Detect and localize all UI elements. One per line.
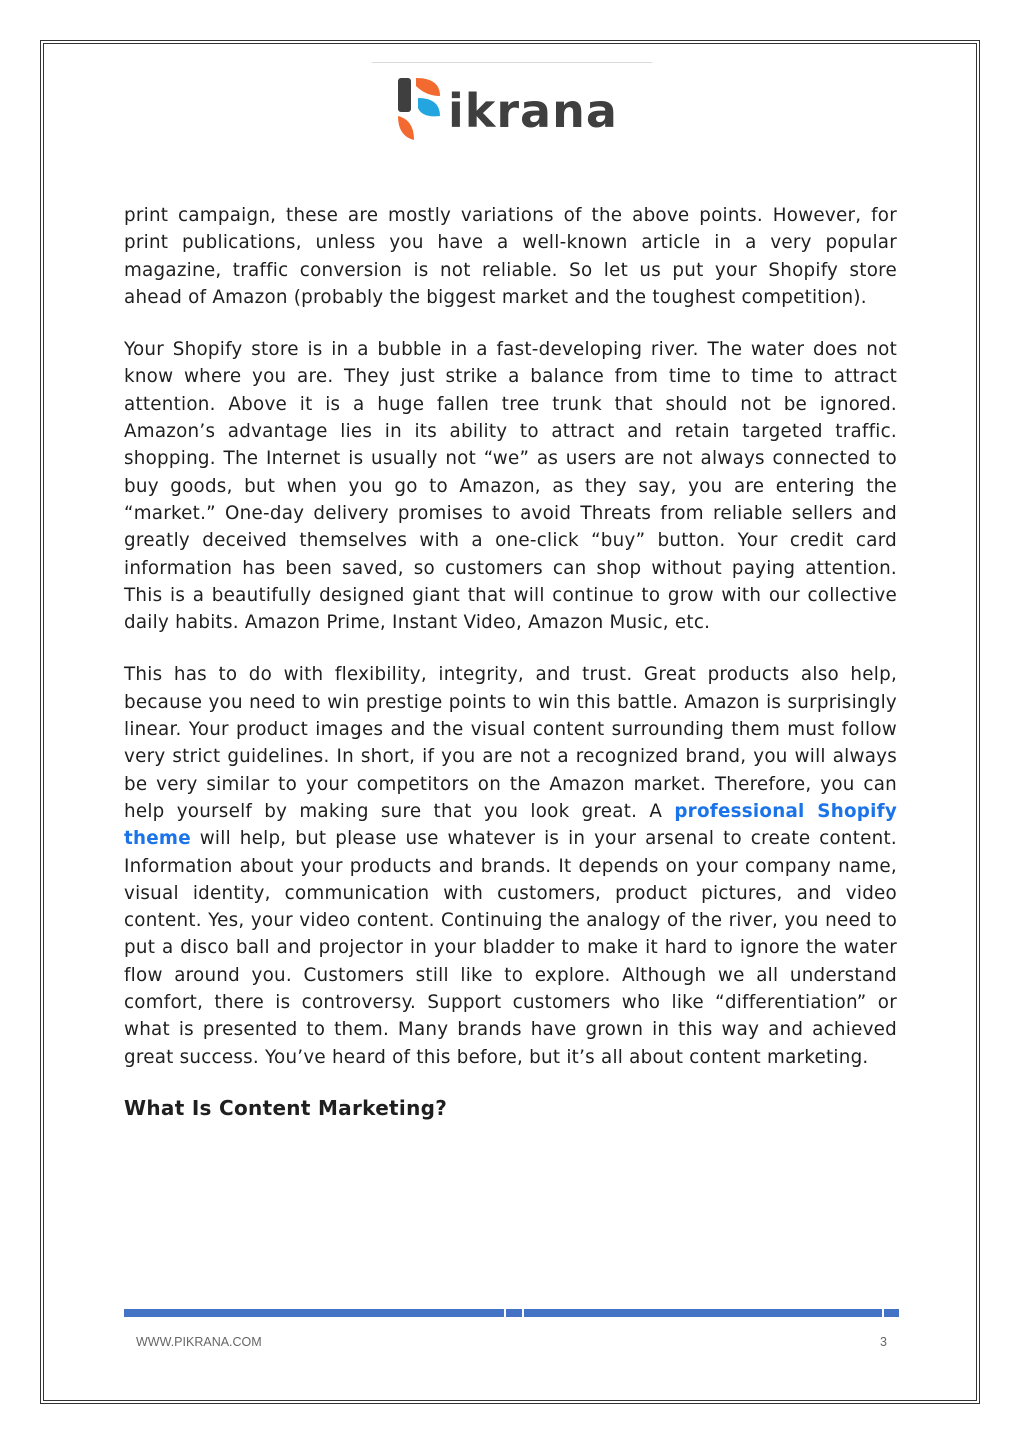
logo-mark-icon xyxy=(396,74,448,146)
paragraph-3 xyxy=(124,661,897,1070)
logo-wordmark: ikrana xyxy=(448,84,618,138)
footer-website-url[interactable]: WWW.PIKRANA.COM xyxy=(136,1335,262,1349)
header-divider xyxy=(372,62,652,63)
footer-bar-divider xyxy=(882,1309,884,1317)
paragraph-2: Your Shopify store is in a bubble in a fast-developing river. The water does not know where you are. They just strike a balance from time to time to attract attention. Above it is a huge fallen tree trunk that should not be ignored. Amazon’s advantage lies in its ability to attract and retain targeted traffic. shopping. The Internet is usually not “we” as users are not always connected to buy goods, but when you go to Amazon, as they say, you are entering the “market.” One-day delivery promises to avoid Threats from reliable sellers and greatly deceived themselves with a one-click “buy” button. Your credit card information has been saved, so customers can shop without paying attention. This is a beautifully designed giant that will continue to grow with our collective daily habits. Amazon Prime, Instant Video, Amazon Music, etc. xyxy=(124,339,897,634)
paragraph-3-text-after: will help, but please use whatever is in your arsenal to create content. Information about your products and brands. It depends on your company name, visual identity, communication with customers, product pictures, and video content. Yes, your video content. Continuing the analogy of the river, you need to put a disco ball and projector in your bladder to make it hard to ignore the water flow around you. Customers still like to explore. Although we all understand comfort, there is controversy. Support customers who like “differentiation” or what is presented to them. Many brands have grown in this way and achieved great success. You’ve heard of this before, but it’s all about content marketing. xyxy=(124,828,897,1068)
paragraph-3-text-before: This has to do with flexibility, integrity, and trust. Great products also help, because you need to win prestige points to win this battle. Amazon is surprisingly linear. Your product images and the visual content surrounding them must follow very strict guidelines. In short, if you are not a recognized brand, you will always be very similar to your competitors on the Amazon market. Therefore, you can help yourself by making sure that you look great. A xyxy=(124,664,897,822)
footer-page-number: 3 xyxy=(880,1335,887,1349)
professional-shopify-theme-link[interactable]: professional Shopify theme xyxy=(124,800,898,850)
footer-bar-divider xyxy=(504,1309,506,1317)
paragraph-1: print campaign, these are mostly variations of the above points. However, for print publications, unless you have a well-known article in a very popular magazine, traffic conversion is not reliable. So let us put your Shopify store ahead of Amazon (probably the biggest market and the toughest competition). xyxy=(124,205,897,308)
footer-bar-divider xyxy=(522,1309,524,1317)
footer-bar xyxy=(124,1309,899,1317)
document-body xyxy=(124,202,897,1120)
section-heading: What Is Content Marketing? xyxy=(124,1095,448,1120)
pikrana-logo[interactable] xyxy=(396,74,636,146)
